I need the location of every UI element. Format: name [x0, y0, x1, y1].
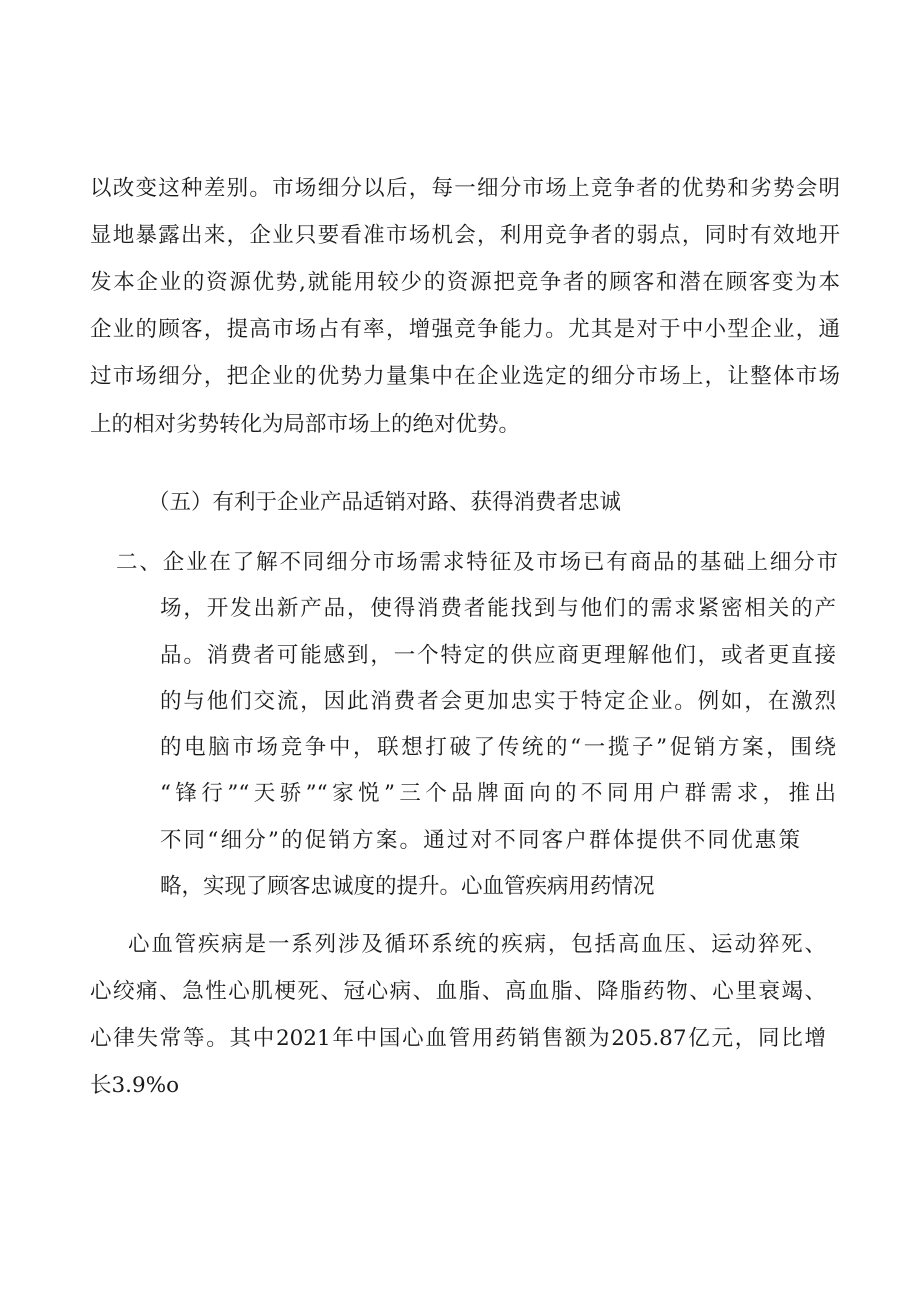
paragraph-line: 以改变这种差别。市场细分以后，每一细分市场上竞争者的优势和劣势会明	[90, 176, 840, 201]
paragraph-line: 心绞痛、急性心肌梗死、冠心病、血脂、高血脂、降脂药物、心里衰竭、	[90, 979, 826, 1004]
paragraph-line: 心律失常等。其中2021年中国心血管用药销售额为205.87亿元，同比增	[90, 1026, 826, 1051]
list-item-line: 不同“细分”的促销方案。通过对不同客户群体提供不同优惠策	[160, 828, 800, 853]
section-heading: （五）有利于企业产品适销对路、获得消费者忠诚	[148, 490, 622, 515]
list-item-line: 品。消费者可能感到，一个特定的供应商更理解他们，或者更直接	[160, 643, 836, 668]
list-item-line: 场，开发出新产品，使得消费者能找到与他们的需求紧密相关的产	[160, 596, 836, 621]
list-item-line: 的电脑市场竞争中，联想打破了传统的“一揽子”促销方案，围绕	[160, 735, 836, 760]
list-item-line: 二、企业在了解不同细分市场需求特征及市场已有商品的基础上细分市	[116, 550, 838, 575]
list-item-line: 的与他们交流，因此消费者会更加忠实于特定企业。例如，在激烈	[160, 689, 836, 714]
paragraph-line: 发本企业的资源优势,就能用较少的资源把竞争者的顾客和潜在顾客变为本	[90, 270, 840, 295]
paragraph-line: 长3.9%o	[90, 1073, 180, 1098]
paragraph-line: 过市场细分，把企业的优势力量集中在企业选定的细分市场上，让整体市场	[90, 364, 840, 389]
paragraph-line: 心血管疾病是一系列涉及循环系统的疾病，包括高血压、运动猝死、	[128, 932, 826, 957]
paragraph-line: 企业的顾客，提高市场占有率，增强竞争能力。尤其是对于中小型企业，通	[90, 317, 840, 342]
paragraph-line: 显地暴露出来，企业只要看准市场机会，利用竞争者的弱点，同时有效地开	[90, 223, 840, 248]
paragraph-line: 上的相对劣势转化为局部市场上的绝对优势。	[90, 412, 521, 437]
list-item-line: “锋行”“天骄”“家悦”三个品牌面向的不同用户群需求，推出	[160, 781, 836, 806]
list-item-line: 略，实现了顾客忠诚度的提升。心血管疾病用药情况	[160, 874, 655, 899]
